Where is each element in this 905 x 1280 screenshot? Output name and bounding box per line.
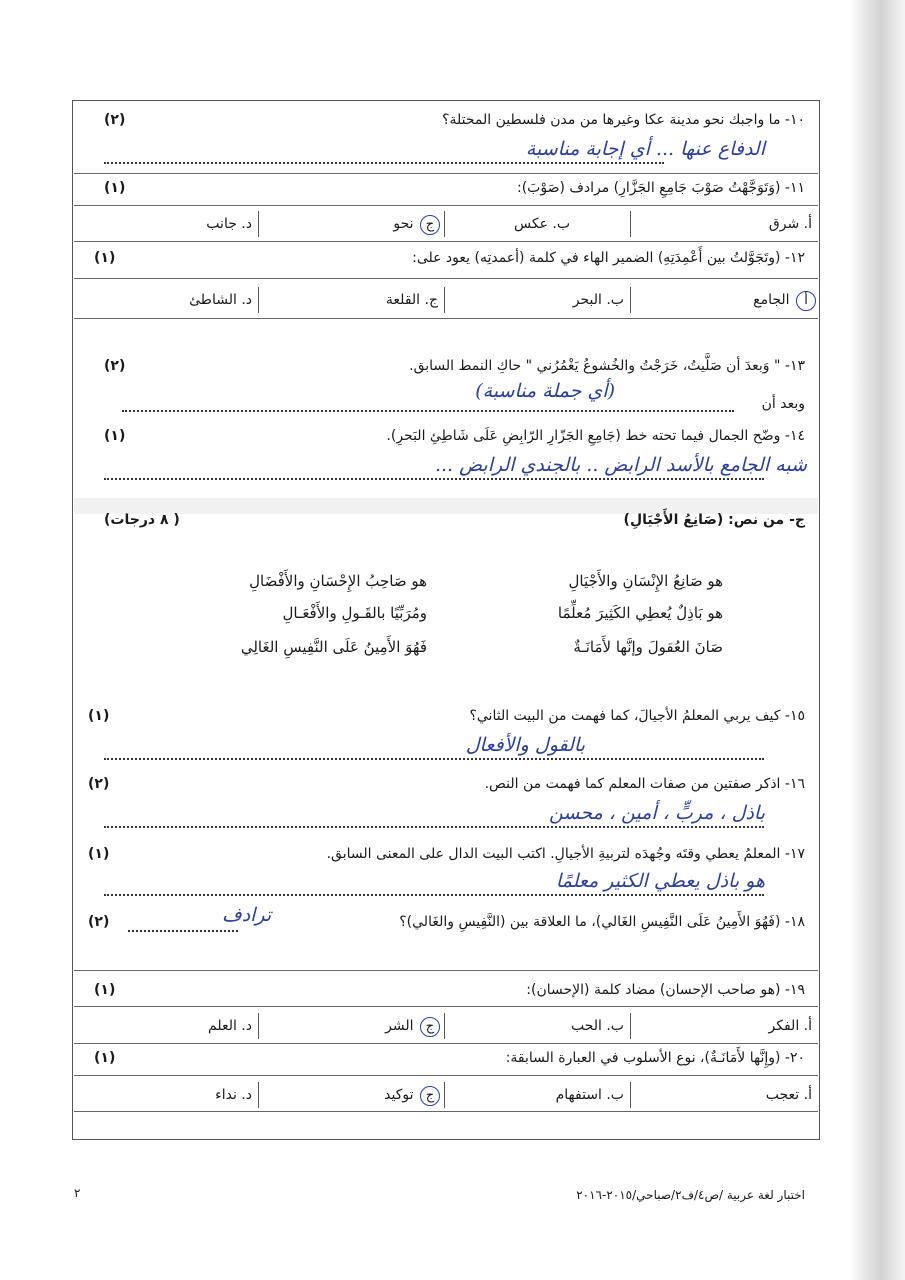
mark-19: (١) [94, 982, 116, 998]
answer-line-10 [104, 162, 664, 164]
options-11 [74, 207, 818, 241]
handwritten-answer-18[interactable]: ترادف [222, 904, 272, 926]
mark-10: (٢) [104, 112, 126, 128]
mark-12: (١) [94, 250, 116, 266]
answer-line-17 [104, 894, 764, 896]
mark-11: (١) [104, 180, 126, 196]
circled-choice-icon: ج [420, 1017, 440, 1037]
answer-line-14 [104, 478, 764, 480]
divider [74, 205, 818, 206]
section-c-title: ج- من نص: (صَانِعُ الأَجْيَالِ) [623, 512, 805, 528]
option-11-d[interactable]: د. جانب [206, 216, 252, 232]
mark-15: (١) [88, 708, 110, 724]
option-12-a[interactable]: أ الجامع [630, 283, 818, 317]
handwritten-answer-14[interactable]: شبه الجامع بالأسد الرابض .. بالجندي الرابض ... [434, 454, 807, 476]
verse-2-right: هو بَاذِلٌ يُعطِي الكَثِيرَ مُعلِّمًا [557, 604, 723, 622]
option-19-c[interactable]: ج الشر [258, 1009, 444, 1043]
question-20: ٢٠- (وإِنَّها لأَمَانَـةٌ)، نوع الأسلوب في العبارة السابقة: [505, 1050, 805, 1066]
option-20-a[interactable]: أ. تعجب [630, 1078, 818, 1112]
answer-line-13 [122, 410, 734, 412]
circled-choice-icon: ج [420, 1086, 440, 1106]
handwritten-answer-13[interactable]: (أي جملة مناسبة) [475, 380, 615, 402]
option-11-c[interactable]: ج نحو [258, 207, 444, 241]
answer-line-16 [104, 826, 764, 828]
mark-20: (١) [94, 1050, 116, 1066]
divider [74, 173, 818, 174]
answer-line-15 [104, 758, 764, 760]
verse-1-right: هو صَانِعُ الإِنْسَانِ والأَجْيَالِ [568, 572, 723, 590]
question-18: ١٨- (فَهُوَ الأَمِينُ عَلَى النَّفِيسِ الغَالي)، ما العلاقة بين (النَّفِيسِ والغَالي)؟ [399, 914, 805, 930]
divider [74, 970, 818, 971]
mark-17: (١) [88, 846, 110, 862]
option-20-b[interactable]: ب. استفهام [444, 1078, 630, 1112]
option-20-c[interactable]: ج توكيد [258, 1078, 444, 1112]
verse-1-left: هو صَاحِبُ الإِحْسَانِ والأَفْضَالِ [249, 572, 427, 590]
scan-edge-shadow [850, 0, 905, 1280]
question-10: ١٠- ما واجبك نحو مدينة عكا وغيرها من مدن فلسطين المحتلة؟ [442, 112, 805, 128]
verse-3-right: صَانَ العُقولَ وإنَّها لأَمَانَـةٌ [573, 638, 723, 656]
section-c-marks: ( ٨ درجات) [104, 512, 180, 528]
divider [74, 241, 818, 242]
mark-14: (١) [104, 428, 126, 444]
options-19 [74, 1009, 818, 1043]
handwritten-answer-15[interactable]: بالقول والأفعال [465, 734, 585, 756]
divider [74, 278, 818, 279]
option-19-b[interactable]: ب. الحب [444, 1009, 630, 1043]
divider [74, 1111, 818, 1112]
mark-18: (٢) [88, 914, 110, 930]
question-16: ١٦- اذكر صفتين من صفات المعلم كما فهمت من النص. [484, 776, 805, 792]
divider [74, 1075, 818, 1076]
page-number: ٢ [74, 1186, 81, 1200]
divider [74, 1043, 818, 1044]
handwritten-answer-17[interactable]: هو باذل يعطي الكثير معلمًا [555, 870, 765, 892]
option-19-d[interactable]: د. العلم [208, 1018, 252, 1034]
option-12-c[interactable]: ج. القلعة [258, 283, 444, 317]
option-12-d[interactable]: د. الشاطئ [189, 292, 252, 308]
handwritten-answer-16[interactable]: باذل ، مربٍّ ، أمين ، محسن [548, 802, 765, 824]
question-17: ١٧- المعلمُ يعطي وقتَه وجُهدَه لتربيةِ الأجيالِ. اكتب البيت الدال على المعنى السابق. [326, 846, 805, 862]
mark-16: (٢) [88, 776, 110, 792]
question-13: ١٣- " وَبعدَ أن صَلَّيتُ، خَرَجْتُ والخُشوعُ يَغْمُرُني " حاكِ النمط السابق. [409, 358, 805, 374]
question-12: ١٢- (وتَجَوَّلتُ بين أَعْمِدَتِهِ) الضمير الهاء في كلمة (أعمدتِه) يعود على: [412, 250, 805, 266]
question-11: ١١- (وَتَوَجَّهْتُ صَوْبَ جَامِعِ الجَزَّارِ) مرادف (صَوْبَ): [516, 180, 805, 196]
divider [74, 1006, 818, 1007]
footer-text: اختبار لغة عربية /ص٤/ف٢/صباحي/٢٠١٥-٢٠١٦ [576, 1188, 805, 1202]
option-20-d[interactable]: د. نداء [215, 1087, 252, 1103]
question-19: ١٩- (هو صاحب الإحسان) مضاد كلمة (الإحسان): [526, 982, 805, 998]
question-14: ١٤- وضّح الجمال فيما تحته خط (جَامِعِ الجَزّارِ الرّابِضِ عَلَى شَاطِئِ البَحرِ). [386, 428, 805, 444]
circled-choice-icon: أ [796, 291, 816, 311]
options-20 [74, 1078, 818, 1112]
divider [74, 318, 818, 319]
verse-2-left: ومُرَبِّيًا بالقَـولِ والأَفْعَـالِ [282, 604, 427, 622]
verse-3-left: فَهُوَ الأَمِينُ عَلَى النَّفِيسِ الغَالِي [240, 638, 427, 656]
circled-choice-icon: ج [420, 215, 440, 235]
question-13-prefix: وبعد أن [761, 396, 805, 412]
option-12-b[interactable]: ب. البحر [444, 283, 630, 317]
answer-line-18 [128, 930, 238, 932]
handwritten-answer-10[interactable]: الدفاع عنها ... أي إجابة مناسبة [525, 138, 765, 160]
option-11-b[interactable]: ب. عكس [444, 207, 630, 241]
option-19-a[interactable]: أ. الفكر [630, 1009, 818, 1043]
question-15: ١٥- كيف يربي المعلمُ الأجيالَ، كما فهمت من البيت الثاني؟ [469, 708, 805, 724]
option-11-a[interactable]: أ. شرق [630, 207, 818, 241]
mark-13: (٢) [104, 358, 126, 374]
options-12 [74, 283, 818, 317]
